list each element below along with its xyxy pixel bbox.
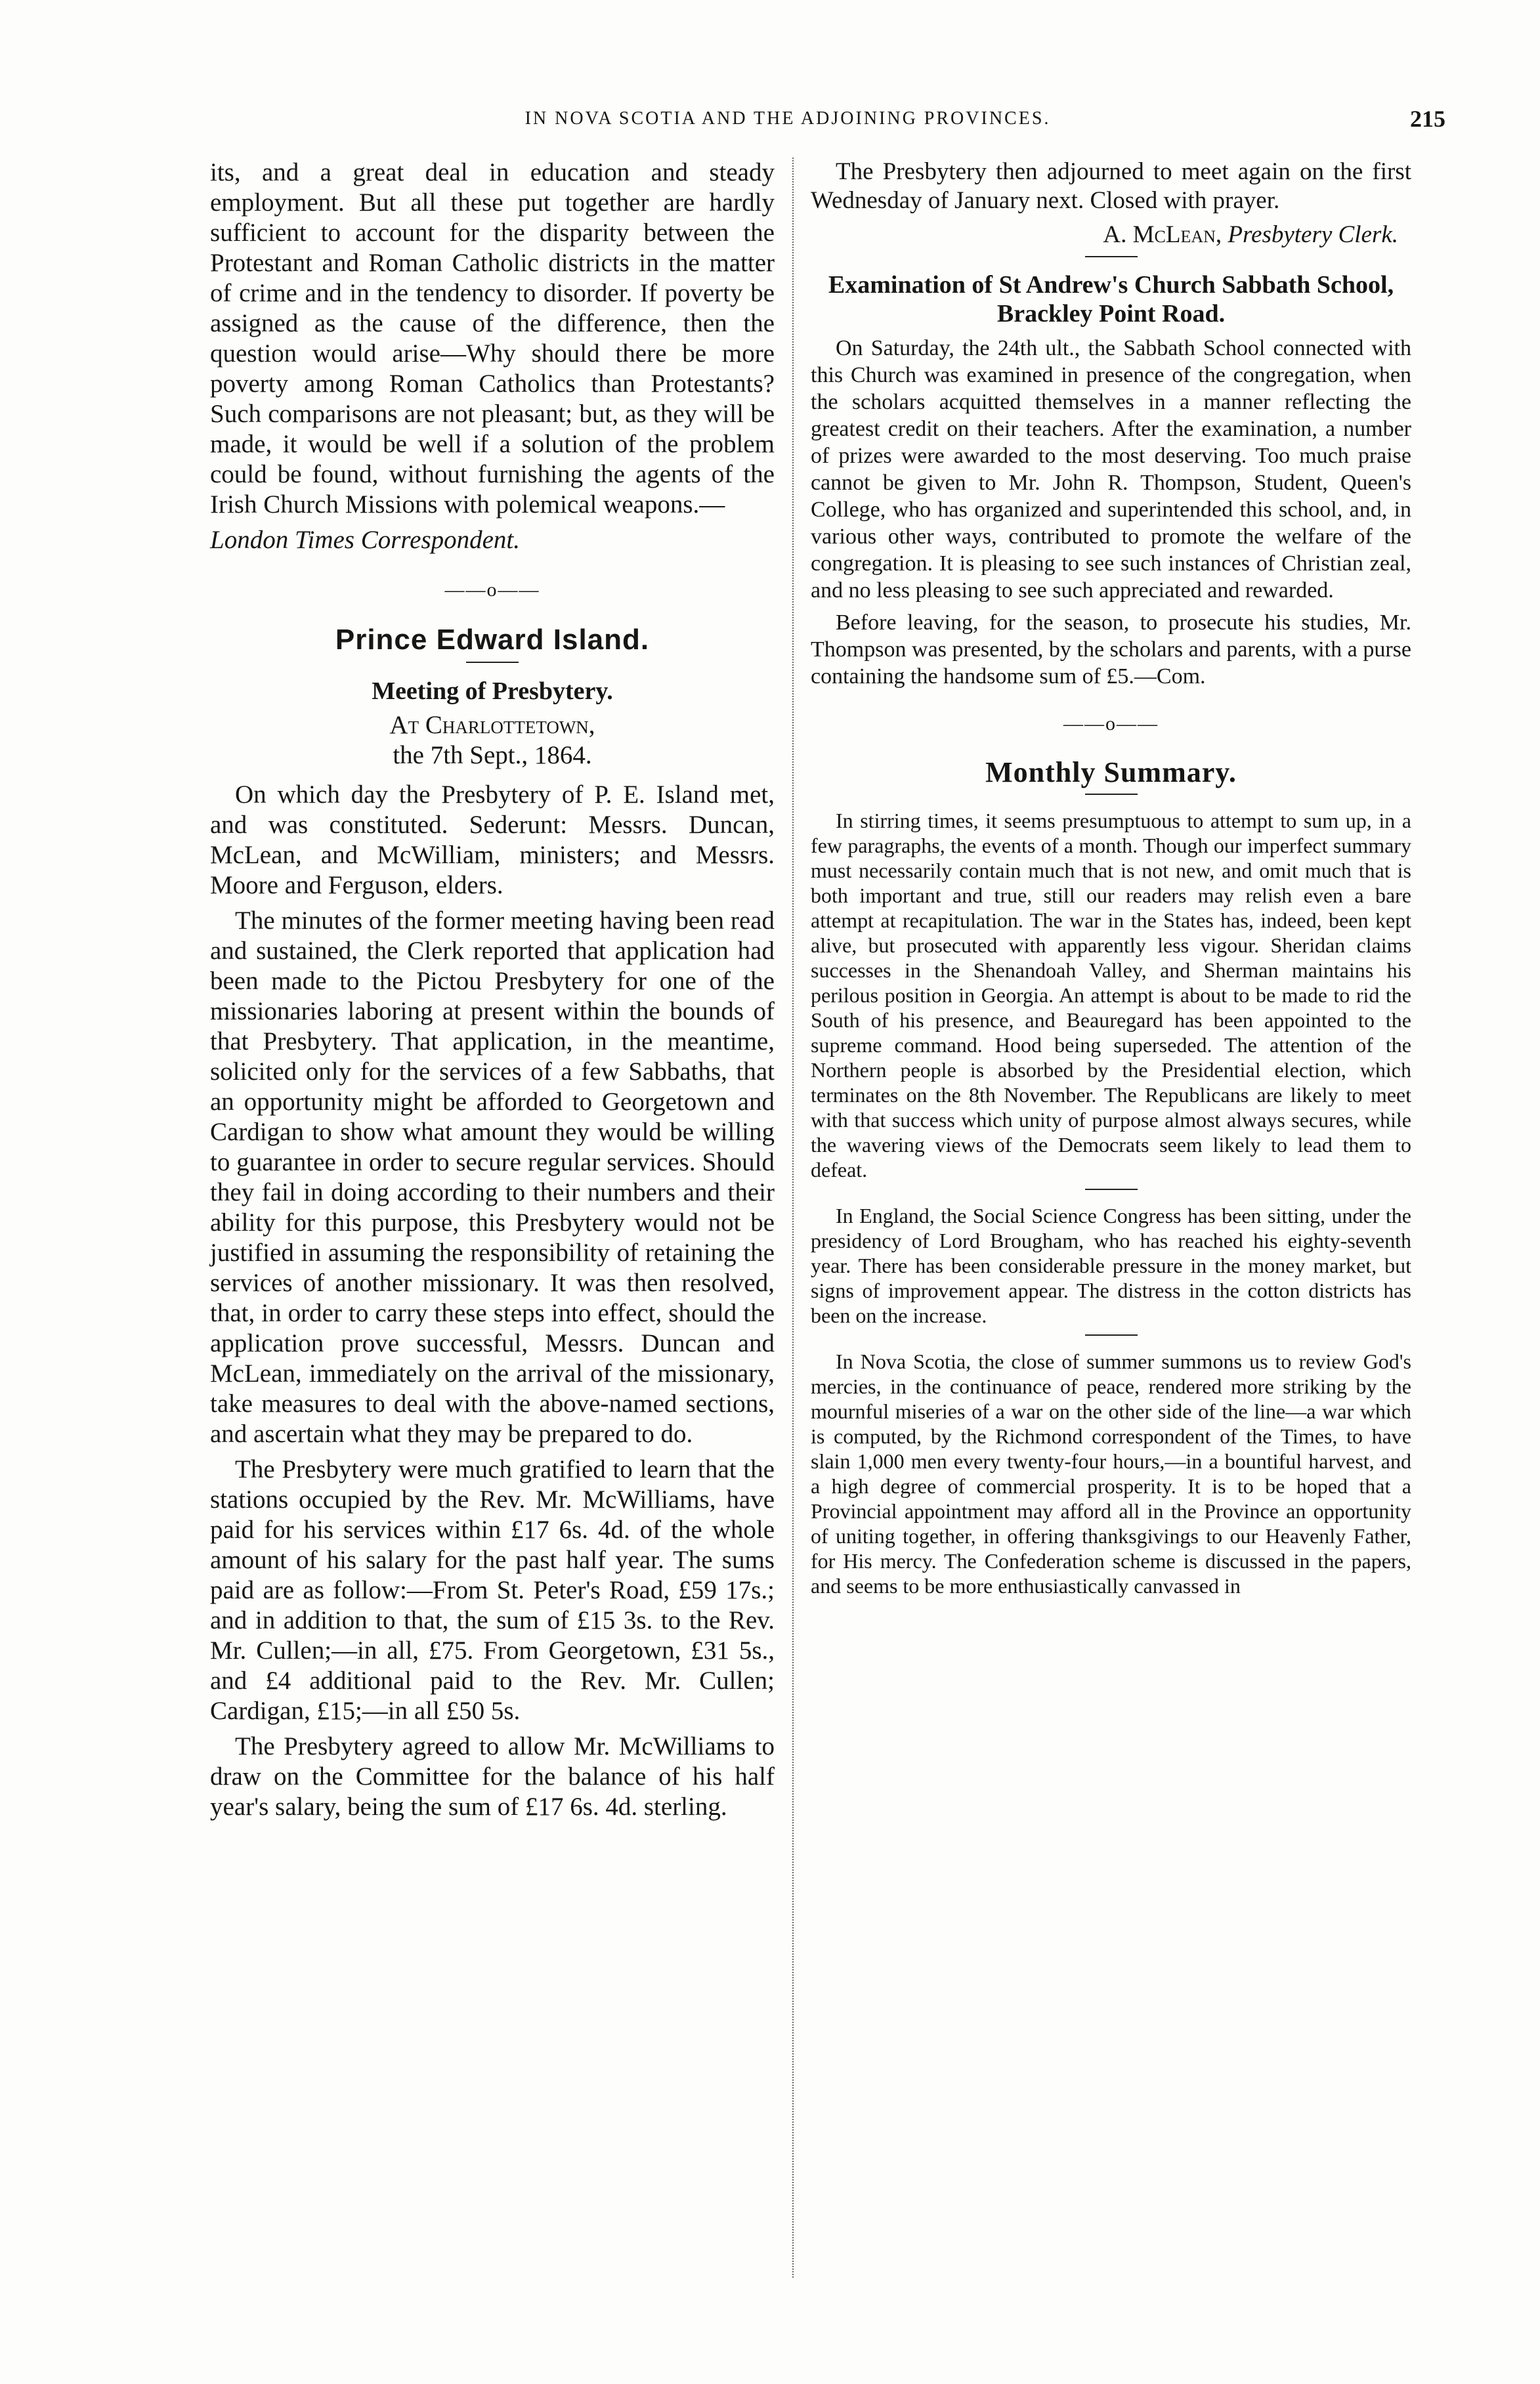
signature-role: Presbytery Clerk. bbox=[1228, 221, 1398, 248]
summary-paragraph: In England, the Social Science Congress has been sitting, under the presidency of Lord Brougham, who has reached his eighty-seventh year. There has been considerable pressure in the money market, but signs of improvement appear. The distress in the cotton districts has been on the increase. bbox=[811, 1204, 1411, 1327]
clerk-signature bbox=[811, 221, 1411, 249]
exam-paragraph: Before leaving, for the season, to prosecute his studies, Mr. Thompson was presented, by the scholars and parents, with a purse containing the handsome sum of £5.—Com. bbox=[811, 610, 1411, 689]
adjourn-paragraph: The Presbytery then adjourned to meet again on the first Wednesday of January next. Closed with prayer. bbox=[811, 158, 1411, 214]
presbytery-paragraph: The Presbytery were much gratified to learn that the stations occupied by the Rev. Mr. McWilliams, have paid for his services within £17 6s. 4d. of the whole amount of his salary for the past half year. The sums paid are as follow:—From St. Peter's Road, £59 17s.; and in addition to that, the sum of £15 3s. to the Rev. Mr. Cullen;—in all, £75. From Georgetown, £31 5s., and £4 additional paid to the Rev. Mr. Cullen; Cardigan, £15;—in all £50 5s. bbox=[210, 1455, 775, 1725]
summary-paragraph: In stirring times, it seems presumptuous to attempt to sum up, in a few paragraphs, the events of a month. Though our imperfect summary must necessarily contain much that is not new, and omit much that is both important and true, still our readers may relish even a bare attempt at recapitulation. The war in the States has, indeed, been kept alive, but prosecuted with apparently less vigour. Sheridan claims successes in the Shenandoah Valley, and Sherman maintains his perilous position in Georgia. An attempt is about to be made to rid the South of his presence, and Beauregard has been appointed to the supreme command. Hood being superseded. The attention of the Northern people is absorbed by the Presidential election, which terminates on the 8th November. The Republicans are likely to meet with that success which unity of purpose almost always secures, while the wavering views of the Democrats seem likely to lead them to defeat. bbox=[811, 809, 1411, 1181]
summary-separator bbox=[1085, 1189, 1138, 1190]
exam-paragraph: On Saturday, the 24th ult., the Sabbath School connected with this Church was examined in presence of the congregation, when the scholars acquitted themselves in a manner reflecting the greatest credit on their teachers. After the examination, a number of prizes were awarded to the most deserving. Too much praise cannot be given to Mr. John R. Thompson, Student, Queen's College, who has organized and superintended this school, and, in various other ways, contributed to promote the welfare of the congregation. It is pleasing to see such instances of Christian zeal, and no less pleasing to see such appreciated and rewarded. bbox=[811, 336, 1411, 603]
presbytery-paragraph: The minutes of the former meeting having been read and sustained, the Clerk reported that application had been made to the Pictou Presbytery for one of the missionaries laboring at present within the bounds of that Presbytery. That application, in the meantime, solicited only for the services of a few Sabbaths, that an opportunity might be afforded to Georgetown and Cardigan to show what amount they would be willing to guarantee in order to secure regular services. Should they fail in doing according to their numbers and their ability for this purpose, this Presbytery would not be justified in assuming the responsibility of retaining the services of another missionary. It was then resolved, that, in order to carry these steps into effect, should the application prove successful, Messrs. Duncan and McLean, immediately on the arrival of the missionary, take measures to deal with the above-named sections, and ascertain what they may be prepared to do. bbox=[210, 906, 775, 1448]
intro-source: London Times Correspondent. bbox=[210, 526, 521, 554]
summary-title: Monthly Summary. bbox=[985, 756, 1237, 788]
summary-rule bbox=[1085, 794, 1138, 795]
running-title: IN NOVA SCOTIA AND THE ADJOINING PROVINCES. bbox=[524, 108, 1051, 129]
intro-paragraph: its, and a great deal in education and steady employment. But all these put together are hardly sufficient to account for the disparity between the Protestant and Roman Catholic districts in the matter of crime and in the tendency to disorder. If poverty be assigned as the cause of the difference, then the question would arise—Why should there be more poverty among Roman Catholics than Protestants? Such comparisons are not pleasant; but, as they will be made, it would be well if a solution of the problem could be found, without furnishing the agents of the Irish Church Missions with polemical weapons.— bbox=[210, 158, 775, 519]
summary-separator bbox=[1085, 1334, 1138, 1336]
dateline-date: the 7th Sept., 1864. bbox=[393, 741, 592, 769]
dateline-place: At Charlottetown, bbox=[389, 711, 595, 739]
column-divider bbox=[792, 158, 794, 2278]
signature-name: A. McLean, bbox=[1103, 221, 1222, 248]
right-column bbox=[811, 158, 1411, 1604]
section-divider: ——o—— bbox=[1063, 713, 1159, 734]
section-divider: ——o—— bbox=[444, 579, 540, 601]
exam-heading: Examination of St Andrew's Church Sabbath School, Brackley Point Road. bbox=[828, 271, 1394, 328]
summary-paragraph: In Nova Scotia, the close of summer summons us to review God's mercies, in the continuance of peace, rendered more striking by the mournful miseries of a war on the other side of the line—a war which is computed, by the Richmond correspondent of the Times, to have slain 1,000 men every twenty-four hours,—in a bountiful harvest, and a high degree of commercial prosperity. It is to be hoped that a Provincial appointment may afford all in the Province an opportunity of uniting together, in offering thanksgivings to our Heavenly Father, for His mercy. The Confederation scheme is discussed in the papers, and seems to be more enthusiastically canvassed in bbox=[811, 1350, 1411, 1598]
section-title: Prince Edward Island. bbox=[335, 624, 650, 656]
sub-title: Meeting of Presbytery. bbox=[372, 677, 613, 705]
page-number: 215 bbox=[1410, 106, 1445, 132]
signature-rule bbox=[1085, 256, 1138, 257]
presbytery-paragraph: The Presbytery agreed to allow Mr. McWilliams to draw on the Committee for the balance of his half year's salary, being the sum of £17 6s. 4d. sterling. bbox=[210, 1732, 775, 1821]
presbytery-paragraph: On which day the Presbytery of P. E. Island met, and was constituted. Sederunt: Messrs. Duncan, McLean, and McWilliam, ministers; and Messrs. Moore and Ferguson, elders. bbox=[210, 780, 775, 899]
title-rule bbox=[466, 662, 519, 663]
left-column bbox=[210, 158, 775, 1827]
